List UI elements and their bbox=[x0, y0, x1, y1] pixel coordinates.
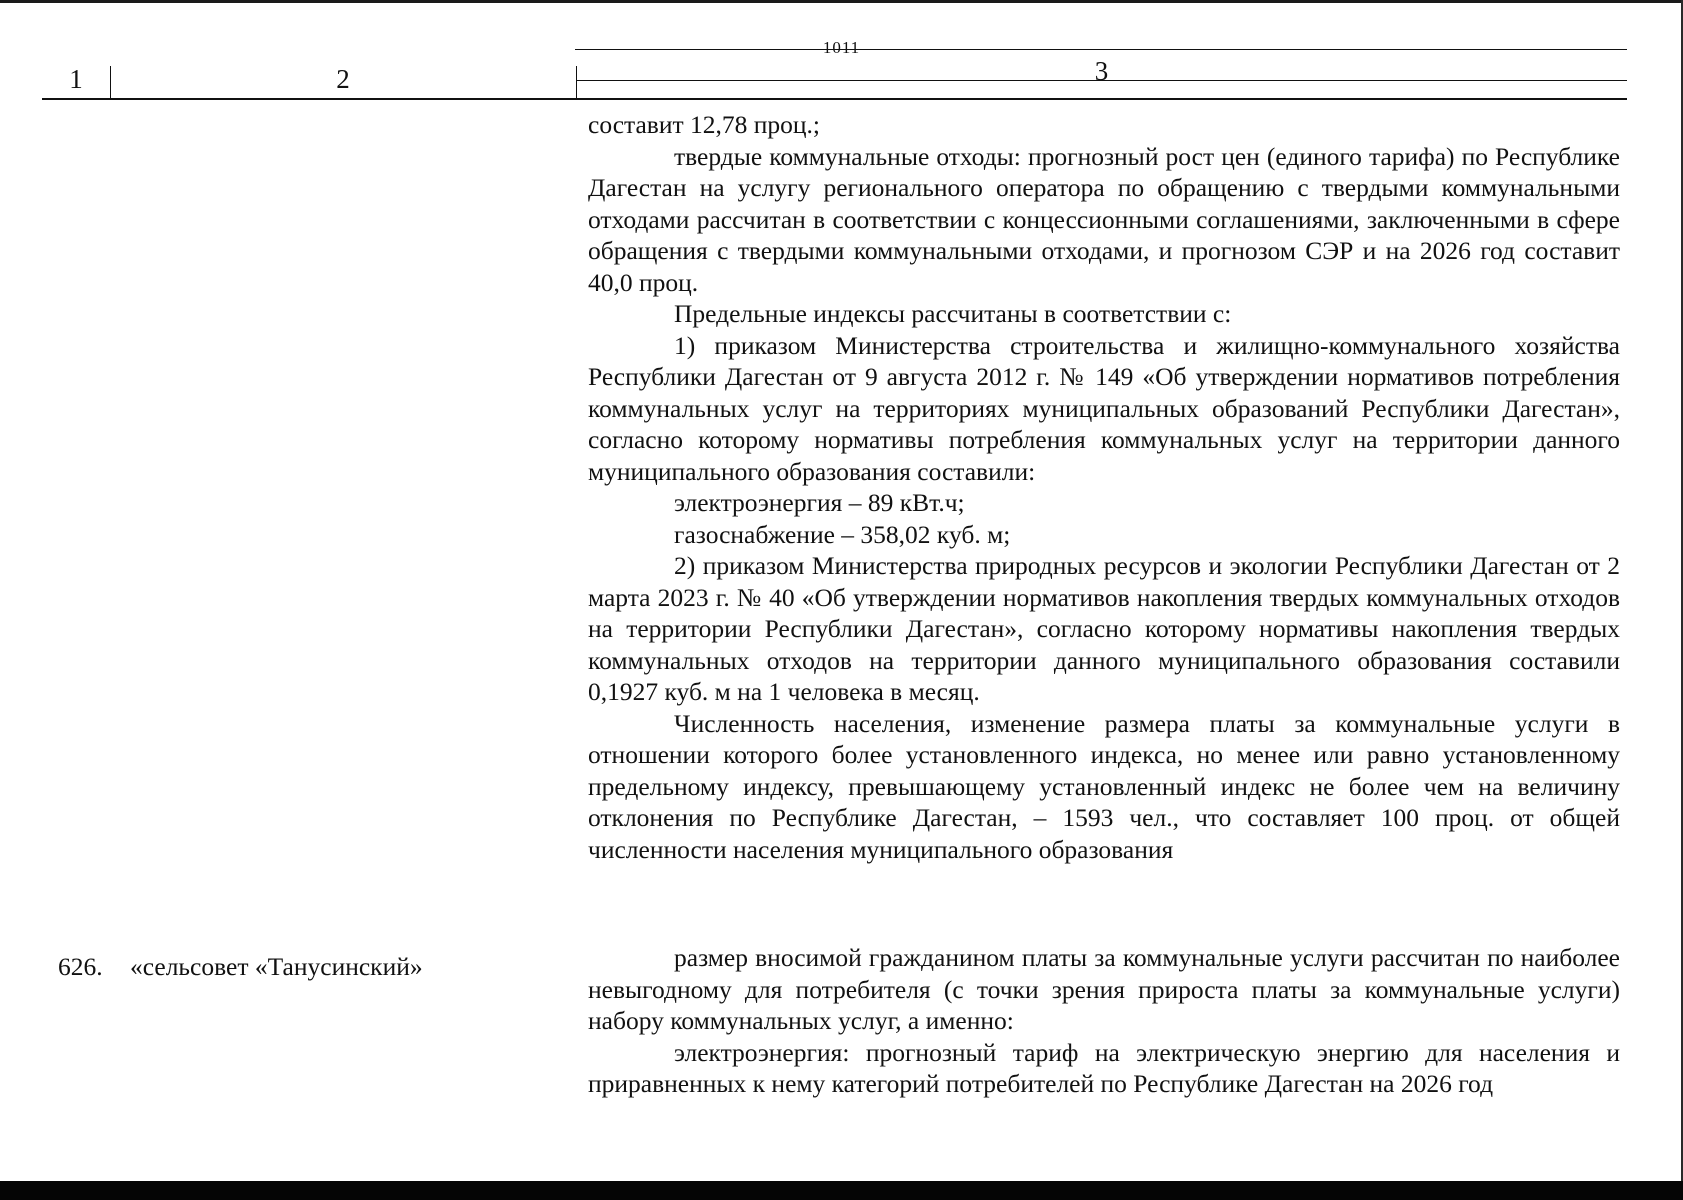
paragraph-payment-basis: размер вносимой гражданином платы за коммунальные услуги рассчитан по наиболее невыгодному для потребителя (с точки зрения прироста платы за коммунальные услуги) набору коммунальных услуг, а именно: bbox=[588, 943, 1620, 1035]
table-header-row bbox=[42, 56, 1627, 100]
paragraph-indices-basis: Предельные индексы рассчитаны в соответствии с: bbox=[674, 299, 1232, 328]
row-number: 626. bbox=[58, 952, 103, 981]
paragraph-order-40: 2) приказом Министерства природных ресурсов и экологии Республики Дагестан от 2 марта 2023 г. № 40 «Об утверждении нормативов накопления твердых коммунальных отходов на территории Республики Дагестан», согласно которому нормативы накопления твердых коммунальных отходов на территории данного муниципального образования составили 0,1927 куб. м на 1 человека в месяц. bbox=[588, 551, 1620, 706]
paragraph-continuation: составит 12,78 проц.; bbox=[588, 110, 821, 139]
paragraph-electricity-norm: электроэнергия – 89 кВт.ч; bbox=[674, 488, 965, 517]
previous-row-content bbox=[588, 109, 1620, 865]
paragraph-solid-waste: твердые коммунальные отходы: прогнозный рост цен (единого тарифа) по Республике Дагестан на услугу регионального оператора по обращению с твердыми коммунальными отходами рассчитан в соответствии с концессионными соглашениями, заключенными в сфере обращения с твердыми коммунальными отходами, и прогнозом СЭР и на 2026 год составит 40,0 проц. bbox=[588, 141, 1620, 297]
header-top-rule bbox=[575, 49, 1627, 50]
paragraph-population: Численность населения, изменение размера платы за коммунальные услуги в отношении которого более установленного индекса, но менее или равно установленному предельному индексу, превышающему установленный индекс не более чем на величину отклонения по Республике Дагестан, – 1593 чел., что составляет 100 проц. от общей численности населения муниципального образования bbox=[588, 708, 1620, 864]
row-626-content bbox=[588, 942, 1620, 1100]
paragraph-order-149: 1) приказом Министерства строительства и жилищно-коммунального хозяйства Республики Дагестан от 9 августа 2012 г. № 149 «Об утверждении нормативов потребления коммунальных услуг на территориях муниципальных образований Республики Дагестан», согласно которому нормативы потребления коммунальных услуг на территории данного муниципального образования составили: bbox=[588, 330, 1620, 486]
paragraph-gas-norm: газоснабжение – 358,02 куб. м; bbox=[674, 519, 1011, 549]
header-col-3: 3 bbox=[1094, 56, 1109, 86]
municipality-name: «сельсовет «Танусинский» bbox=[130, 952, 423, 981]
scan-top-edge bbox=[0, 0, 1683, 3]
paragraph-electricity-tariff: электроэнергия: прогнозный тариф на электрическую энергию для населения и приравненных к нему категорий потребителей по Республике Дагестан на 2026 год bbox=[588, 1037, 1620, 1098]
page-number: 1011 bbox=[822, 38, 861, 57]
scan-bottom-edge bbox=[0, 1181, 1683, 1200]
header-col-1: 1 bbox=[69, 64, 83, 94]
header-col-2: 2 bbox=[336, 64, 350, 94]
header-bottom-rule bbox=[42, 98, 1627, 100]
